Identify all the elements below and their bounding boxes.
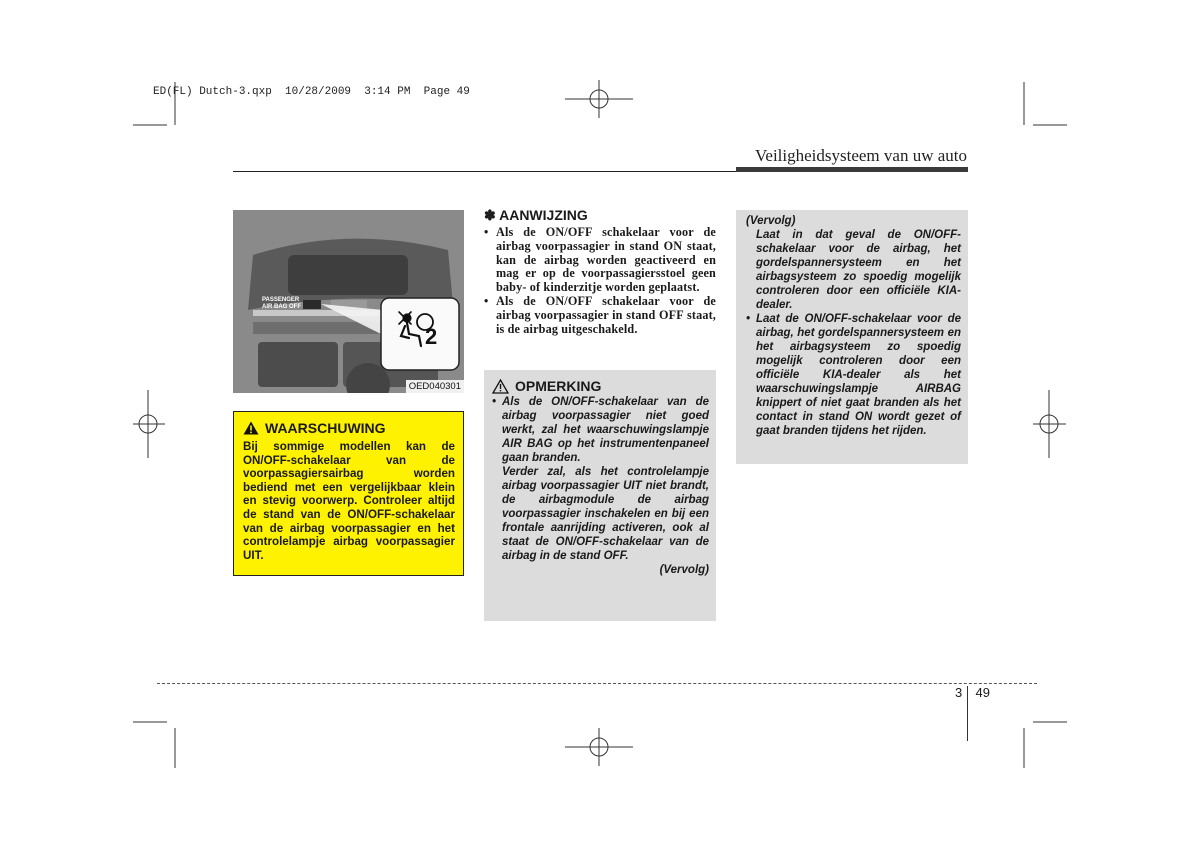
page-number-separator [967,686,968,741]
footer-rule [157,683,1037,684]
warning-heading [243,420,455,436]
continued-paragraph: Laat in dat geval de ON/OFF-schakelaar voor de airbag, het gordelspannersysteem en het airbagsysteem zo spoedig mogelijk controleren door een officiële KIA-dealer. [756,229,961,311]
page-number-value: 49 [975,685,990,700]
caution-title: OPMERKING [515,378,602,394]
chapter-number: 3 [955,685,963,700]
note-list [484,226,716,336]
caution-item: • Als de ON/OFF-schakelaar van de airbag voorpassagier niet goed werkt, zal het waarschuwingslampje AIR BAG op het instrumentenpaneel gaan branden. [492,396,709,464]
caution-heading [492,378,709,394]
continued-box [736,210,968,464]
continued-label: (Vervolg) [746,215,796,227]
note-item: • Als de ON/OFF schakelaar voor de airbag voorpassagier in stand ON staat, kan de airbag worden geactiveerd en mag er op de voorpassagiersstoel geen baby- of kinderzitje worden geplaatst. [484,225,716,295]
caution-list [492,395,709,465]
header-rule-accent [736,167,968,172]
continued-list [746,312,961,438]
note-item: • Als de ON/OFF schakelaar voor de airbag voorpassagier in stand OFF staat, is de airbag uitgeschakeld. [484,293,716,336]
photo-code: OED040301 [406,380,464,393]
airbag-off-icon [397,310,441,359]
note-section [484,207,716,336]
dashboard-photo [233,210,464,393]
caution-continued: (Vervolg) [659,564,709,576]
caution-paragraph: Verder zal, als het controlelampje airbag voorpassagier UIT niet brandt, de airbagmodule de airbag voorpassagier inschakelen en bij een frontale aanrijding activeren, ook al staat de ON/OFF-schakelaar van de airbag in de stand OFF. [502,466,709,562]
print-slug: ED(FL) Dutch-3.qxp 10/28/2009 3:14 PM Page 49 [153,86,470,98]
passenger-label-line2: AIR BAG OFF [262,304,301,310]
note-title: ✽ AANWIJZING [484,207,588,223]
passenger-label-line1: PASSENGER [262,297,300,303]
warning-icon [243,421,259,435]
page-number [955,685,990,700]
icon-number: 2 [425,324,438,349]
continued-item: • Laat de ON/OFF-schakelaar voor de airbag, het gordelspannersysteem en het airbagsysteem zo spoedig mogelijk controleren door een officiële KIA-dealer als het waarschuwingslampje AIRBAG knippert of niet gaat branden als het contact in stand ON wordt gezet of gaat branden tijdens het rijden. [746,313,961,437]
caution-box [484,370,716,621]
warning-title: WAARSCHUWING [265,420,386,436]
registration-mark-right [1033,390,1066,458]
section-title: Veiligheidsysteem van uw auto [755,146,967,165]
registration-mark-left [133,390,165,458]
caution-icon [492,379,509,394]
warning-box [233,411,464,576]
warning-text: Bij sommige modellen kan de ON/OFF-schakelaar van de voorpassagiersairbag worden bediend met een vergelijkbaar klein en stevig voorwerp. Controleer altijd de stand van de ON/OFF-schakelaar van de airbag voorpassagier en het controlelampje airbag voorpassagier UIT. [243,440,455,562]
registration-mark-bottom [565,728,633,766]
registration-mark-top [565,80,633,118]
